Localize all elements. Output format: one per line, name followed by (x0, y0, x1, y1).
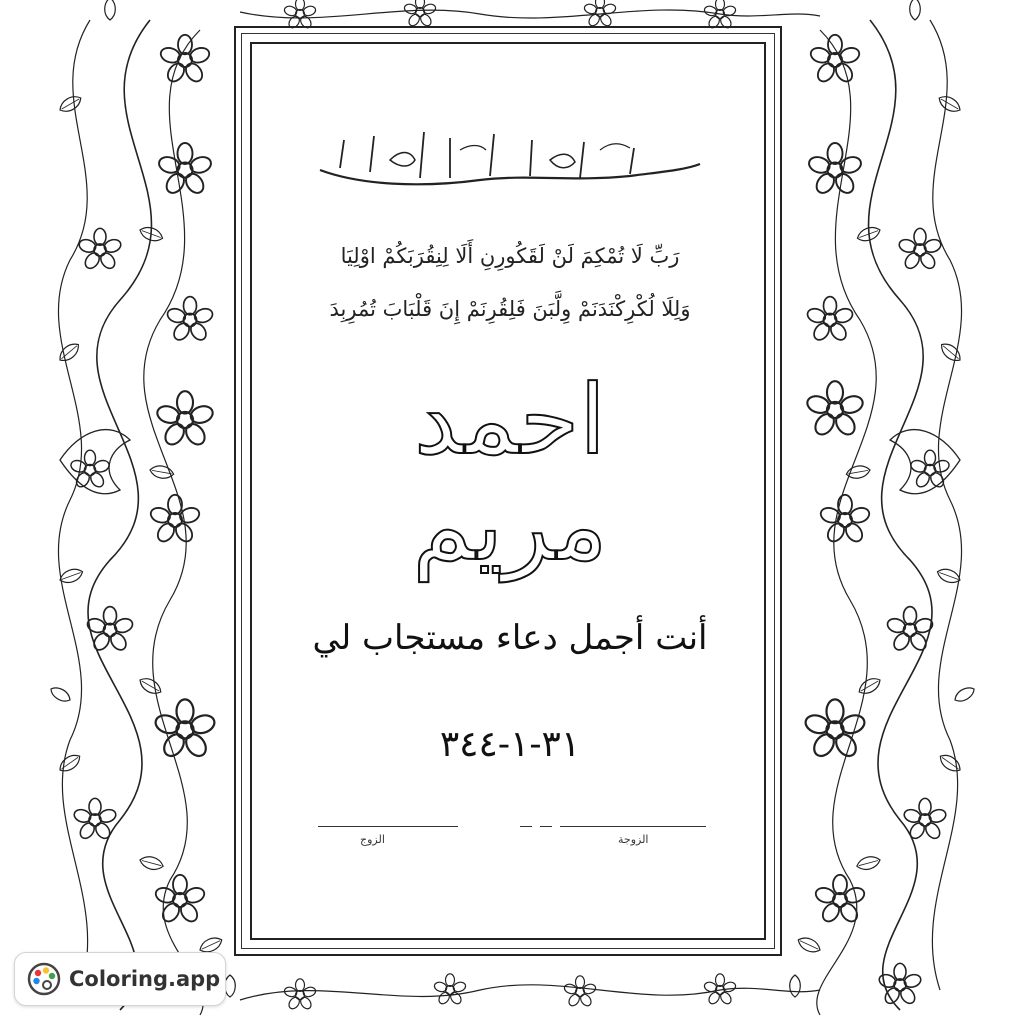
palette-icon (27, 962, 61, 996)
groom-name: احمد (414, 364, 606, 476)
basmala-calligraphy (300, 120, 720, 200)
quran-verse-line-1: رَبِّ لَا تُمْكِمَ لَنْ لَقَكُورِنِ أَلَا لِنِقُرَبَكُمْ اوْلِيَا (340, 244, 680, 268)
bride-signature-label: الزوجة (618, 833, 649, 846)
quran-verse-line-2: وَلِلَا لُكْرِكْنَدَنَمْ وِلَّبَنَ فَلِقُرِنَمْ إِنَ قَلْبَابَ تُمُرِبِدَ (329, 297, 691, 321)
coloring-app-badge[interactable] (14, 952, 226, 1006)
signature-dash (540, 826, 552, 827)
date: ٣١-١-٣٤٤ (439, 724, 581, 765)
groom-signature-label: الزوج (360, 833, 385, 846)
brand-name: Coloring.app (69, 967, 221, 991)
groom-signature-line (318, 826, 458, 827)
bride-name: مريم (412, 470, 608, 582)
tagline: أنت أجمل دعاء مستجاب لي (312, 618, 708, 658)
bride-signature-line (560, 826, 706, 827)
signature-dash (520, 826, 532, 827)
